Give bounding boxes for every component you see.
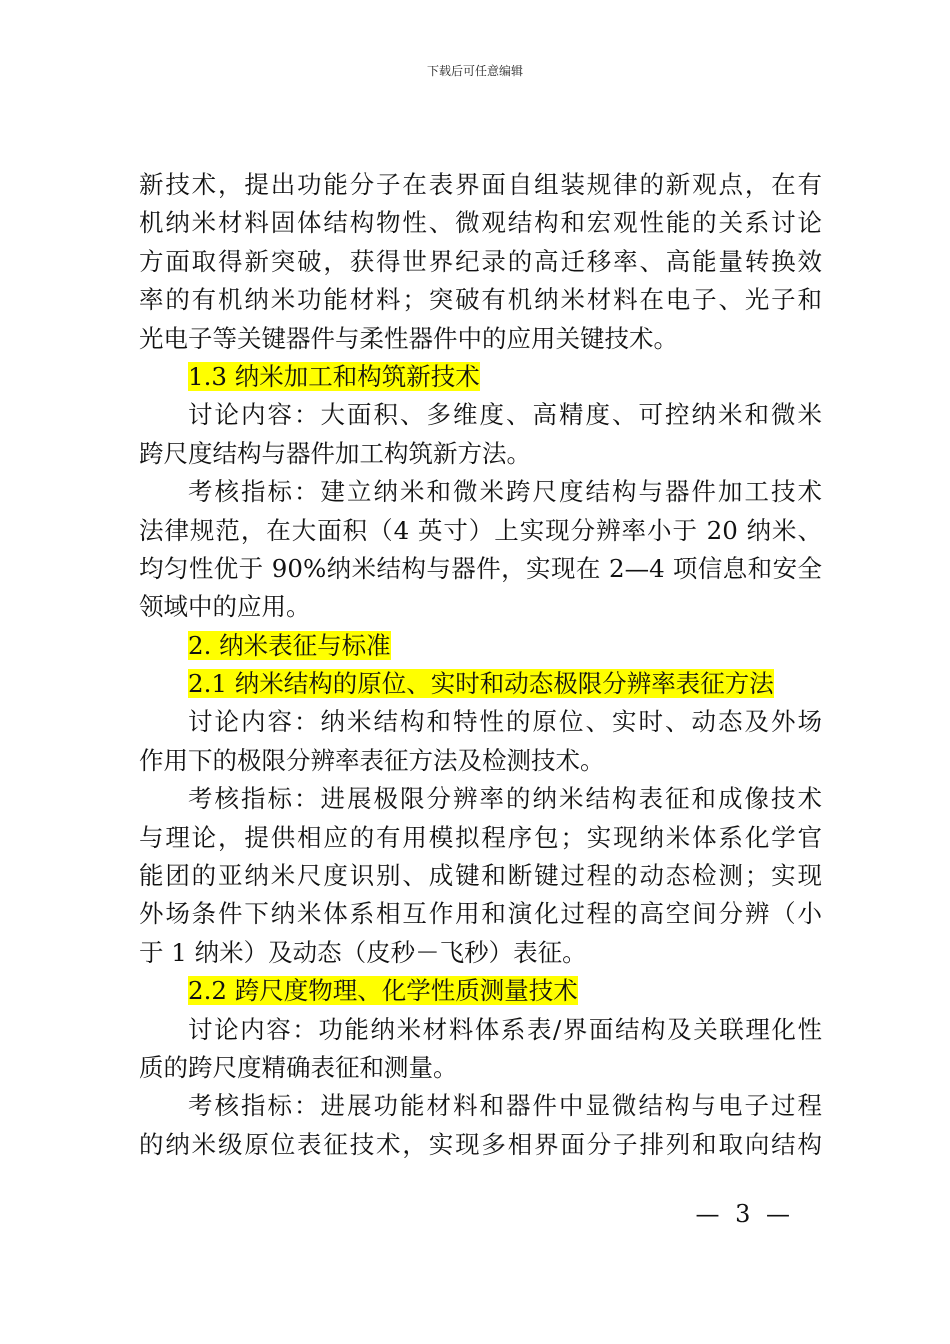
heading-text: 2. 纳米表征与标准: [188, 630, 391, 660]
heading-text: 2.2 跨尺度物理、化学性质测量技术: [188, 976, 578, 1006]
text-line: 机纳米材料固体结构物性、微观结构和宏观性能的关系讨论: [139, 208, 822, 238]
page-header: 下载后可任意编辑: [426, 64, 523, 78]
text-line: 讨论内容：大面积、多维度、高精度、可控纳米和微米: [188, 400, 822, 430]
document-body: [139, 166, 822, 1164]
section-heading-2-2: [139, 972, 822, 1010]
text-line: 作用下的极限分辨率表征方法及检测技术。: [139, 745, 605, 775]
heading-text: 2.1 纳米结构的原位、实时和动态极限分辨率表征方法: [188, 669, 774, 699]
text-line: 于 1 纳米）及动态（皮秒－飞秒）表征。: [139, 937, 587, 967]
text-line: 外场条件下纳米体系相互作用和演化过程的高空间分辨（小: [139, 899, 822, 929]
page-number: — 3 —: [695, 1200, 794, 1228]
text-line: 领域中的应用。: [139, 592, 311, 622]
text-line: 考核指标：建立纳米和微米跨尺度结构与器件加工技术: [188, 477, 822, 507]
text-line: 新技术，提出功能分子在表界面自组装规律的新观点，在有: [139, 170, 822, 199]
section-heading-1-3: [139, 358, 822, 396]
text-line: 的纳米级原位表征技术，实现多相界面分子排列和取向结构: [139, 1129, 822, 1159]
text-line: 讨论内容：功能纳米材料体系表/界面结构及关联理化性: [188, 1014, 822, 1044]
text-line: 光电子等关键器件与柔性器件中的应用关键技术。: [139, 323, 678, 353]
text-line: 质的跨尺度精确表征和测量。: [139, 1052, 458, 1082]
text-line: 方面取得新突破，获得世界纪录的高迁移率、高能量转换效: [139, 246, 822, 276]
text-line: 考核指标：进展功能材料和器件中显微结构与电子过程: [188, 1091, 822, 1121]
section-heading-2-1: [139, 665, 822, 703]
text-line: 讨论内容：纳米结构和特性的原位、实时、动态及外场: [188, 707, 822, 737]
text-line: 能团的亚纳米尺度识别、成键和断键过程的动态检测；实现: [139, 861, 822, 891]
heading-text: 1.3 纳米加工和构筑新技术: [188, 361, 480, 391]
section-heading-2: [139, 627, 822, 665]
text-line: 均匀性优于 90%纳米结构与器件，实现在 2—4 项信息和安全: [139, 553, 822, 583]
text-line: 法律规范，在大面积（4 英寸）上实现分辨率小于 20 纳米、: [139, 515, 822, 545]
text-line: 率的有机纳米功能材料；突破有机纳米材料在电子、光子和: [139, 285, 822, 315]
text-line: 跨尺度结构与器件加工构筑新方法。: [139, 438, 531, 468]
text-line: 考核指标：进展极限分辨率的纳米结构表征和成像技术: [188, 784, 822, 814]
text-line: 与理论，提供相应的有用模拟程序包；实现纳米体系化学官: [139, 822, 822, 852]
